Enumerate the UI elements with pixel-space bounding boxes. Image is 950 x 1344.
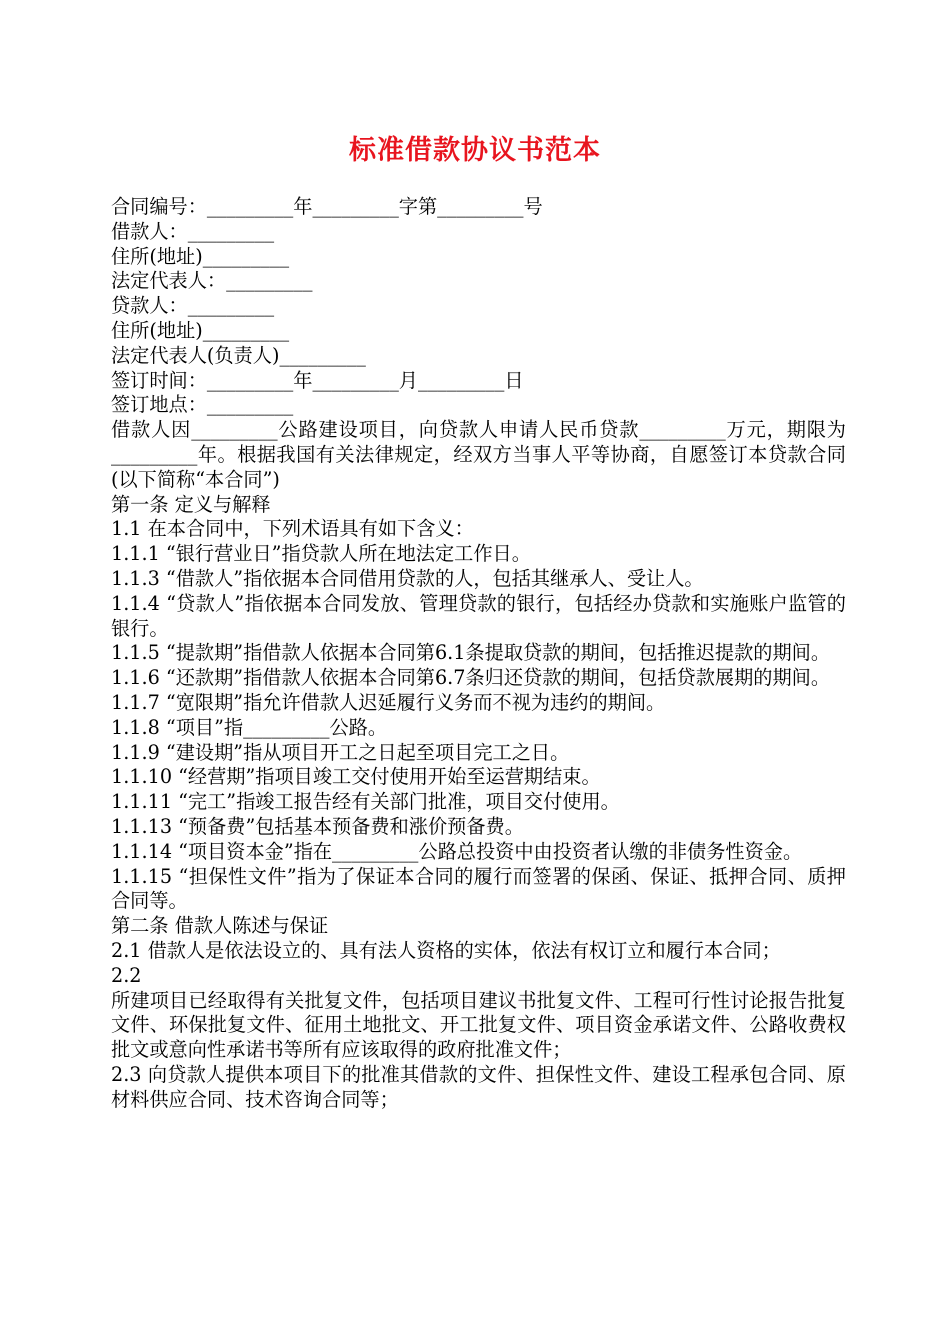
clause-1-1-5: 1.1.5 “提款期”指借款人依据本合同第6.1条提取贷款的期间，包括推迟提款的期间。 [111, 641, 831, 665]
clause-1-1-6: 1.1.6 “还款期”指借款人依据本合同第6.7条归还贷款的期间，包括贷款展期的期间。 [111, 666, 831, 690]
document-body [111, 195, 846, 1112]
signing-place-line: 签订地点：_________ [111, 393, 294, 417]
clause-2-1: 2.1 借款人是依法设立的、具有法人资格的实体，依法有权订立和履行本合同； [111, 938, 781, 962]
clause-2-2-number: 2.2 [111, 963, 142, 987]
clause-1-1-14: 1.1.14 “项目资本金”指在_________公路总投资中由投资者认缴的非债务性资金。 [111, 839, 803, 863]
clause-1-1-13: 1.1.13 “预备费”包括基本预备费和涨价预备费。 [111, 814, 524, 838]
contract-number-line: 合同编号：_________年_________字第_________号 [111, 195, 543, 218]
article-2-heading: 第二条 借款人陈述与保证 [111, 914, 329, 938]
lender-line: 贷款人：_________ [111, 294, 275, 318]
clause-1-1-4: 1.1.4 “贷款人”指依据本合同发放、管理贷款的银行，包括经办贷款和实施账户监管的银行。 [111, 591, 846, 640]
clause-1-1: 1.1 在本合同中，下列术语具有如下含义： [111, 517, 474, 541]
lender-representative-line: 法定代表人(负责人)_________ [111, 343, 366, 367]
signing-date-line: 签订时间：_________年_________月_________日 [111, 368, 524, 392]
clause-1-1-11: 1.1.11 “完工”指竣工报告经有关部门批准，项目交付使用。 [111, 790, 620, 814]
clause-2-3: 2.3 向贷款人提供本项目下的批准其借款的文件、担保性文件、建设工程承包合同、原材料供应合同、技术咨询合同等； [111, 1062, 846, 1111]
document-title: 标准借款协议书范本 [349, 135, 601, 166]
borrower-address-line: 住所(地址)_________ [111, 244, 290, 268]
clause-1-1-9: 1.1.9 “建设期”指从项目开工之日起至项目完工之日。 [111, 740, 570, 764]
clause-2-2-text: 所建项目已经取得有关批复文件，包括项目建议书批复文件、工程可行性讨论报告批复文件、环保批复文件、征用土地批文、开工批复文件、项目资金承诺文件、公路收费权批文或意向性承诺书等所有应该取得的政府批准文件； [111, 988, 846, 1062]
clause-1-1-8: 1.1.8 “项目”指_________公路。 [111, 715, 388, 739]
article-1-heading: 第一条 定义与解释 [111, 492, 271, 516]
clause-1-1-7: 1.1.7 “宽限期”指允许借款人迟延履行义务而不视为违约的期间。 [111, 690, 666, 714]
clause-1-1-10: 1.1.10 “经营期”指项目竣工交付使用开始至运营期结束。 [111, 765, 601, 789]
borrower-line: 借款人：_________ [111, 219, 275, 243]
clause-1-1-1: 1.1.1 “银行营业日”指贷款人所在地法定工作日。 [111, 542, 531, 566]
clause-1-1-3: 1.1.3 “借款人”指依据本合同借用贷款的人，包括其继承人、受让人。 [111, 566, 704, 590]
clause-1-1-15: 1.1.15 “担保性文件”指为了保证本合同的履行而签署的保函、保证、抵押合同、质押合同等。 [111, 864, 846, 913]
borrower-representative-line: 法定代表人：_________ [111, 269, 313, 293]
preamble-paragraph: 借款人因_________公路建设项目，向贷款人申请人民币贷款_________万元，期限为_________年。根据我国有关法律规定，经双方当事人平等协商，自愿签订本贷款合同(以下简称“本合同”) [111, 418, 846, 491]
lender-address-line: 住所(地址)_________ [111, 318, 290, 342]
